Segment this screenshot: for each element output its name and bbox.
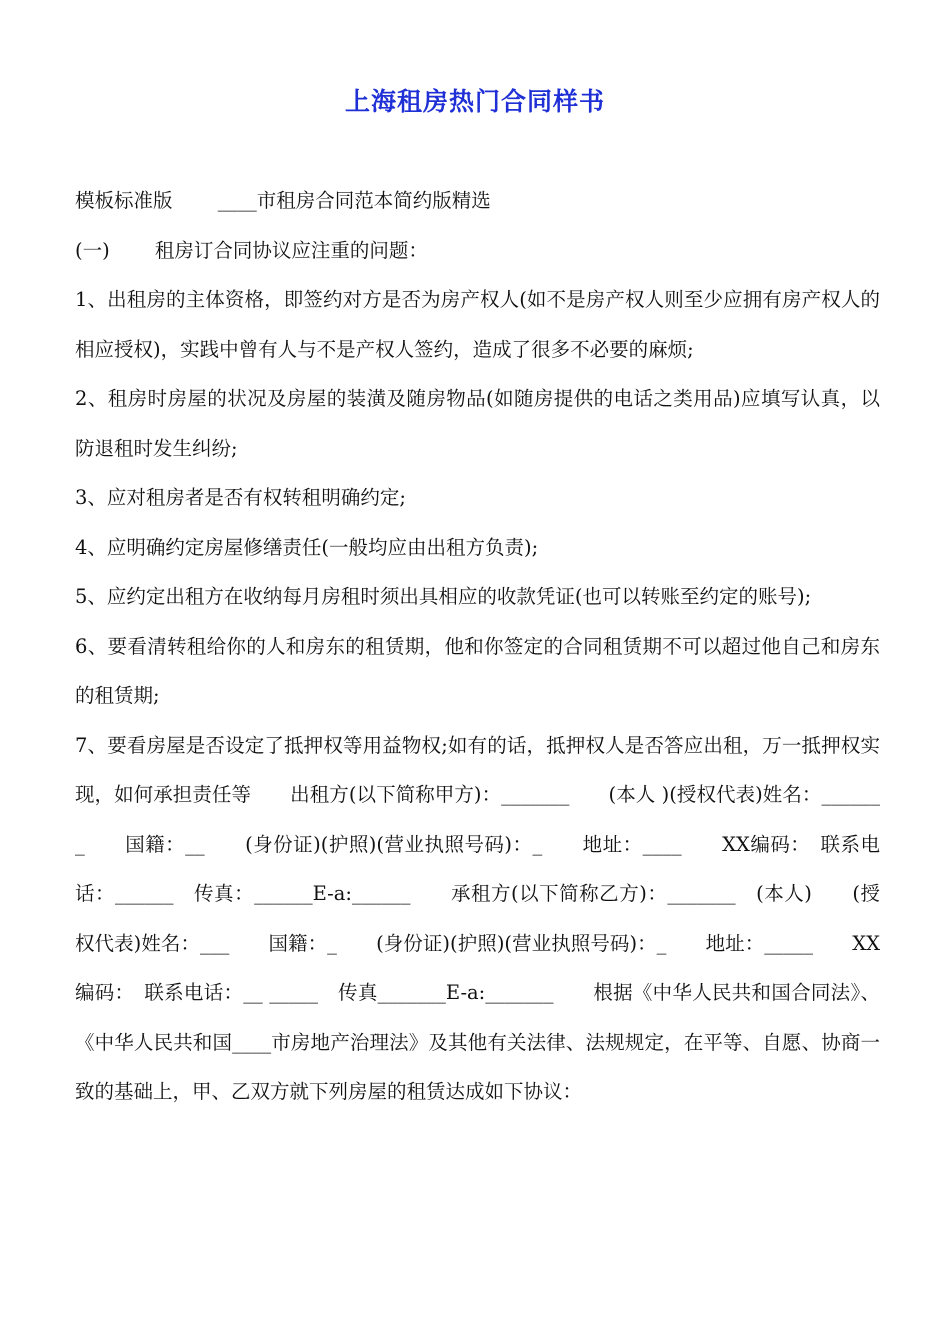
paragraph-section-heading: (一) 租房订合同协议应注重的问题： [75, 238, 428, 262]
paragraph-item-2: 2、租房时房屋的状况及房屋的装潢及随房物品(如随房提供的电话之类用品)应填写认真，以防退租时发生纠纷; [75, 387, 880, 460]
paragraph-item-4: 4、应明确约定房屋修缮责任(一般均应由出租方负责); [75, 535, 539, 559]
document-title: 上海租房热门合同样书 [344, 87, 605, 116]
paragraph-item-7-and-parties: 7、要看房屋是否设定了抵押权等用益物权;如有的话，抵押权人是否答应出租，万一抵押权实现，如何承担责任等 出租方(以下简称甲方)：_______ (本人 )(授权代表)姓名：_______ 国籍：__ (身份证)(护照)(营业执照号码)：_ 地址：____ XX编码： 联系电话：______ 传真：______E-a:______ 承租方(以下简称乙方)：_______ (本人) (授权代表)姓名：___ 国籍：_ (身份证)(护照)(营业执照号码)：_ 地址：_____ XX编码： 联系电话：__ _____ 传真_______E-a:_______ 根据《中华人民共和国合同法》、《中华人民共和国____市房地产治理法》及其他有关法律、法规规定，在平等、自愿、协商一致的基础上，甲、乙双方就下列房屋的租赁达成如下协议： [75, 733, 880, 1103]
paragraph-item-3: 3、应对租房者是否有权转租明确约定; [75, 486, 406, 509]
document-body [75, 176, 880, 1117]
paragraph-item-5: 5、应约定出租方在收纳每月房租时须出具相应的收款凭证(也可以转账至约定的账号); [75, 585, 812, 608]
paragraph-template-version: 模板标准版 ____市租房合同范本简约版精选 [75, 189, 491, 212]
paragraph-item-1: 1、出租房的主体资格，即签约对方是否为房产权人(如不是房产权人则至少应拥有房产权人的相应授权)，实践中曾有人与不是产权人签约，造成了很多不必要的麻烦; [75, 288, 880, 361]
paragraph-item-6: 6、要看清转租给你的人和房东的租赁期，他和你签定的合同租赁期不可以超过他自己和房东的租赁期; [75, 634, 880, 707]
